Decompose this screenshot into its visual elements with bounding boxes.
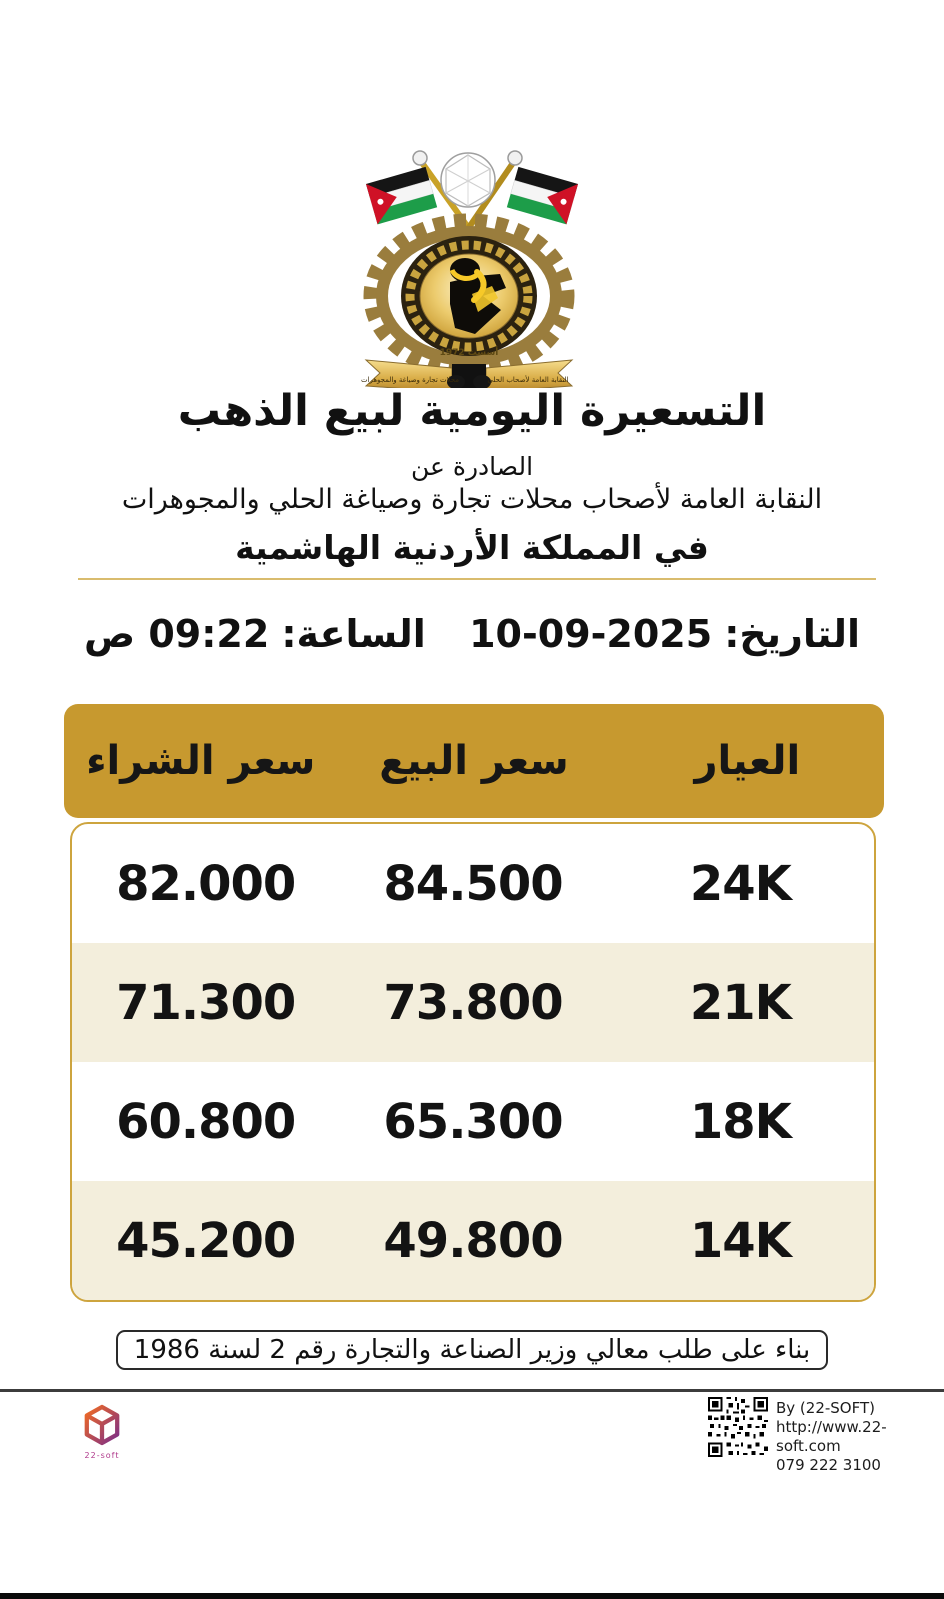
vendor-brand-label: 22-soft	[84, 1451, 120, 1460]
sell-price-value: 65.300	[383, 1093, 563, 1150]
price-table-body	[70, 822, 876, 1302]
legal-note: بناء على طلب معالي وزير الصناعة والتجارة رقم 2 لسنة 1986	[116, 1330, 828, 1370]
datetime-row	[0, 612, 944, 656]
table-row-14k	[72, 1181, 874, 1300]
qr-code-icon	[708, 1396, 768, 1458]
legal-note-row	[0, 1330, 944, 1370]
vendor-phone: 079 222 3100	[776, 1456, 881, 1474]
table-row-18k	[72, 1062, 874, 1181]
karat-value: 14K	[689, 1212, 791, 1269]
date-value: 10-09-2025	[469, 612, 713, 656]
vendor-by-line: By (22-SOFT)	[776, 1399, 875, 1417]
banner-ribbon-icon	[361, 360, 572, 388]
syndicate-logo-graphic	[352, 136, 592, 388]
banner-left-text: محلات تجارة وصياغة والمجوهرات	[360, 376, 460, 384]
vendor-brand-logo	[76, 1404, 128, 1460]
established-year-label: أسست 1972	[439, 348, 499, 358]
karat-value: 21K	[689, 974, 791, 1031]
banner-right-text: النقابة العامة لأصحاب الحلي	[487, 376, 569, 384]
vendor-info-block	[776, 1399, 944, 1475]
buy-price-value: 71.300	[116, 974, 296, 1031]
footer-divider	[0, 1389, 944, 1392]
karat-value: 18K	[689, 1093, 791, 1150]
header-sell-price: سعر البيع	[379, 738, 569, 784]
page-title: التسعيرة اليومية لبيع الذهب	[177, 386, 767, 436]
qr-code	[708, 1396, 768, 1458]
country-line: في المملكة الأردنية الهاشمية	[235, 528, 709, 567]
date-label: التاريخ:	[724, 612, 860, 656]
table-row-21k	[72, 943, 874, 1062]
time-label: الساعة:	[281, 612, 426, 656]
price-table-header	[64, 704, 884, 818]
vendor-url: http://www.22-soft.com	[776, 1418, 887, 1455]
bottom-edge-bar	[0, 1593, 944, 1599]
syndicate-logo	[352, 136, 592, 388]
diamond-icon	[441, 153, 495, 207]
karat-value: 24K	[689, 855, 791, 912]
date-group	[469, 612, 860, 656]
gold-divider	[78, 578, 876, 580]
time-value: 09:22 ص	[84, 612, 270, 656]
header-karat: العيار	[694, 738, 801, 784]
organization-name: النقابة العامة لأصحاب محلات تجارة وصياغة الحلي والمجوهرات	[121, 484, 823, 515]
buy-price-value: 45.200	[116, 1212, 296, 1269]
jordan-flag-left-icon	[366, 167, 437, 224]
header-buy-price: سعر الشراء	[86, 738, 316, 784]
buy-price-value: 82.000	[116, 855, 296, 912]
buy-price-value: 60.800	[116, 1093, 296, 1150]
table-row-24k	[72, 824, 874, 943]
cube-logo-icon	[83, 1404, 121, 1446]
sell-price-value: 73.800	[383, 974, 563, 1031]
issued-by-label: الصادرة عن	[410, 452, 534, 481]
jordan-flag-right-icon	[507, 167, 578, 224]
sell-price-value: 84.500	[383, 855, 563, 912]
sell-price-value: 49.800	[383, 1212, 563, 1269]
time-group	[84, 612, 426, 656]
